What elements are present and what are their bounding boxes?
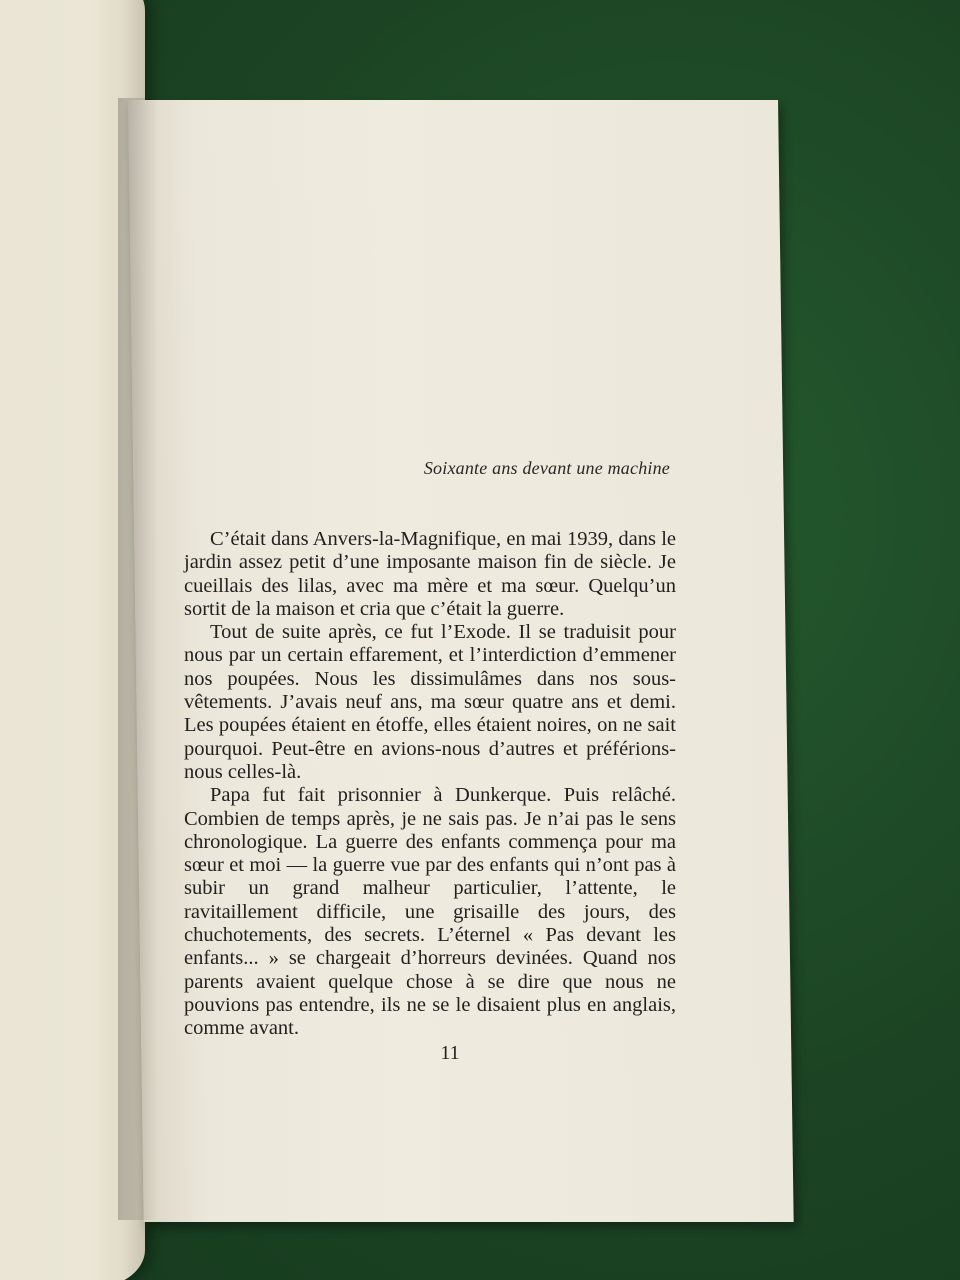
paragraph: C’était dans Anvers-la-Magnifique, en mai 1939, dans le jardin assez petit d’une imposante maison fin de siècle. Je cueillais des lilas, avec ma mère et ma sœur. Quelqu’un sortit de la maison et cria que c’était la guerre.	[184, 528, 676, 620]
page-number: 11	[440, 1042, 460, 1064]
paragraph: Papa fut fait prisonnier à Dunkerque. Puis relâché. Combien de temps après, je ne sais pas. Je n’ai pas le sens chronologique. La guerre des enfants commença pour ma sœur et moi — la guerre vue par des enfants qui n’ont pas à subir un grand malheur particulier, l’attente, le ravitaillement difficile, une grisaille des jours, des chuchotements, des secrets. L’éternel « Pas devant les enfants... » se chargeait d’horreurs devinées. Quand nos parents avaient quelque chose à se dire que nous ne pouvions pas entendre, ils ne se le disaient plus en anglais, comme avant.	[184, 784, 676, 1040]
page-body-text	[184, 528, 676, 1041]
book-gutter	[118, 98, 158, 1220]
running-head: Soixante ans devant une machine	[423, 458, 670, 478]
paragraph: Tout de suite après, ce fut l’Exode. Il se traduisit pour nous par un certain effarement, et l’interdiction d’emmener nos poupées. Nous les dissimulâmes dans nos sous-vêtements. J’avais neuf ans, ma sœur quatre ans et demi. Les poupées étaient en étoffe, elles étaient noires, on ne sait pourquoi. Peut-être en avions-nous d’autres et préférions-nous celles-là.	[184, 621, 676, 783]
